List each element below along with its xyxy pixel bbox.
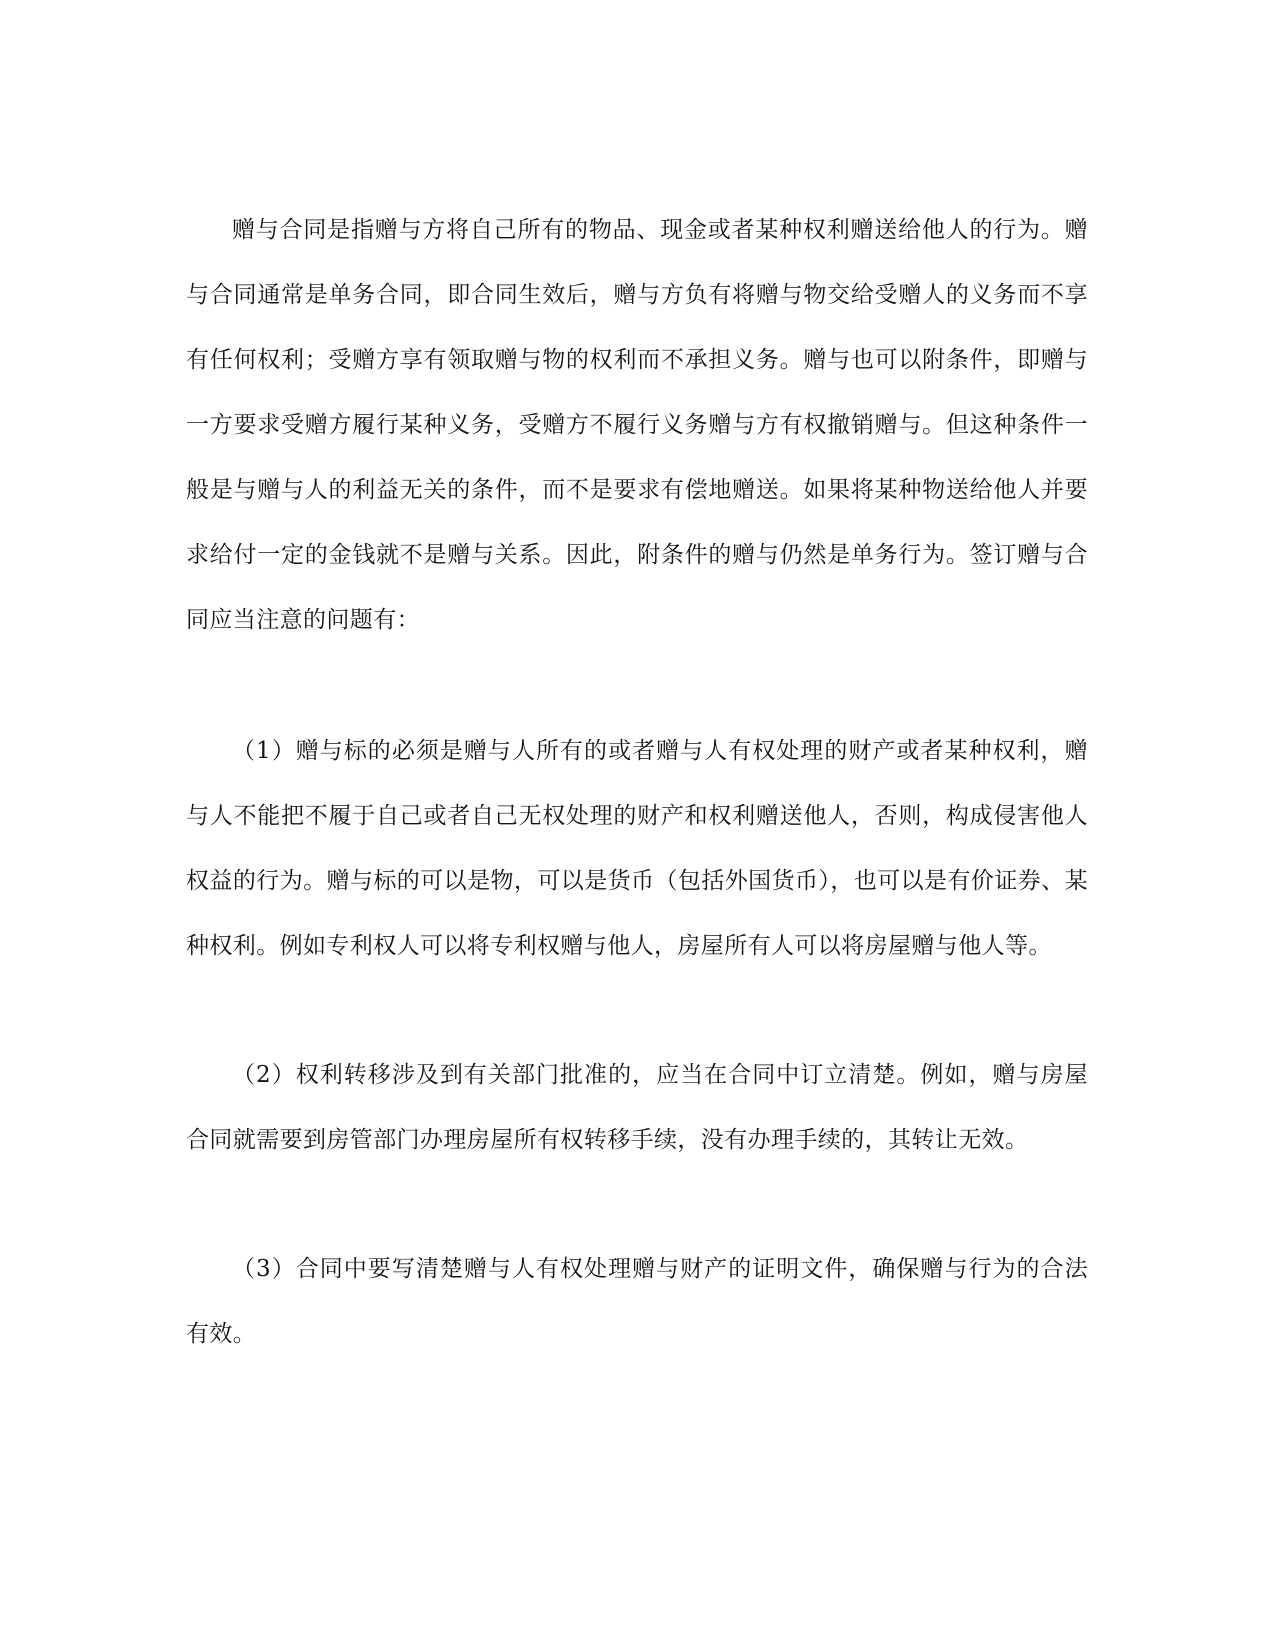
point-2-paragraph: （2）权利转移涉及到有关部门批准的，应当在合同中订立清楚。例如，赠与房屋合同就需要到房管部门办理房屋所有权转移手续，没有办理手续的，其转让无效。	[186, 1062, 1088, 1153]
intro-paragraph: 赠与合同是指赠与方将自己所有的物品、现金或者某种权利赠送给他人的行为。赠与合同通常是单务合同，即合同生效后，赠与方负有将赠与物交给受赠人的义务而不享有任何权利；受赠方享有领取赠与物的权利而不承担义务。赠与也可以附条件，即赠与一方要求受赠方履行某种义务，受赠方不履行义务赠与方有权撤销赠与。但这种条件一般是与赠与人的利益无关的条件，而不是要求有偿地赠送。如果将某种物送给他人并要求给付一定的金钱就不是赠与关系。因此，附条件的赠与仍然是单务行为。签订赠与合同应当注意的问题有：	[186, 217, 1088, 633]
paragraph-spacer	[186, 979, 1088, 1043]
paragraph-spacer	[186, 1173, 1088, 1237]
point-1-paragraph: （1）赠与标的必须是赠与人所有的或者赠与人有权处理的财产或者某种权利，赠与人不能把不履于自己或者自己无权处理的财产和权利赠送他人，否则，构成侵害他人权益的行为。赠与标的可以是物，可以是货币（包括外国货币），也可以是有价证券、某种权利。例如专利权人可以将专利权赠与他人，房屋所有人可以将房屋赠与他人等。	[186, 738, 1088, 959]
point-3-paragraph: （3）合同中要写清楚赠与人有权处理赠与财产的证明文件，确保赠与行为的合法有效。	[186, 1256, 1088, 1347]
document-body	[186, 198, 1088, 1367]
paragraph-spacer	[186, 653, 1088, 719]
